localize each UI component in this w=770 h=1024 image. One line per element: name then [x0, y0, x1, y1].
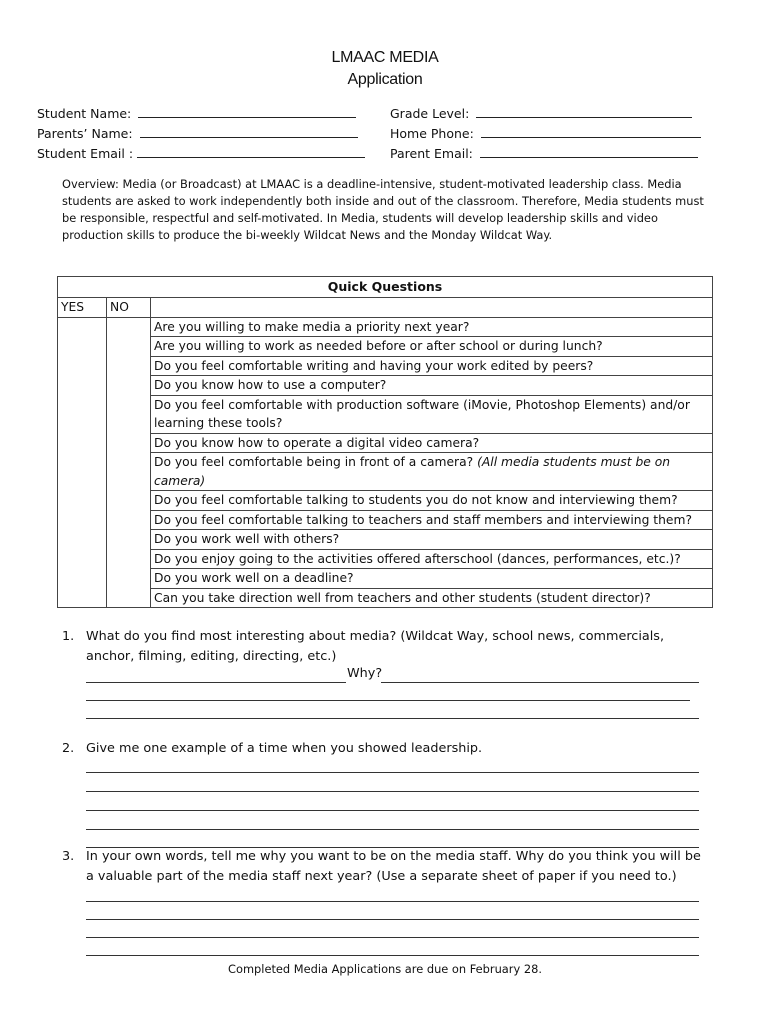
question-cell	[151, 453, 713, 491]
parent-email-label: Parent Email:	[390, 146, 473, 161]
student-email-field[interactable]	[137, 144, 365, 158]
student-name-label: Student Name:	[37, 106, 132, 121]
question-text: In your own words, tell me why you want to be on the media staff. Why do you think you will be a valuable part of the media staff next year? (Use a separate sheet of paper if you need to.)	[86, 849, 701, 884]
question-number: 1.	[62, 629, 75, 644]
parents-name-label: Parents’ Name:	[37, 126, 133, 141]
answer-line[interactable]	[86, 682, 346, 683]
question-3	[62, 847, 762, 887]
table-row	[58, 549, 713, 569]
student-email-row	[37, 144, 365, 163]
question-cell: Do you feel comfortable writing and having your work edited by peers?	[151, 356, 713, 376]
question-cell: Do you work well on a deadline?	[151, 569, 713, 589]
no-column-header: NO	[107, 298, 151, 318]
question-cell: Do you know how to operate a digital video camera?	[151, 433, 713, 453]
grade-level-label: Grade Level:	[390, 106, 470, 121]
grade-level-field[interactable]	[476, 104, 692, 118]
parents-name-field[interactable]	[140, 124, 358, 138]
yes-column-header: YES	[58, 298, 107, 318]
question-cell: Can you take direction well from teachers and other students (student director)?	[151, 588, 713, 608]
student-name-row	[37, 104, 356, 123]
question-number: 2.	[62, 741, 75, 756]
student-email-label: Student Email :	[37, 146, 134, 161]
table-row	[58, 433, 713, 453]
home-phone-row	[390, 124, 701, 143]
table-row	[58, 569, 713, 589]
student-name-field[interactable]	[138, 104, 356, 118]
question-1	[62, 627, 712, 667]
table-row	[58, 337, 713, 357]
grade-level-row	[390, 104, 692, 123]
answer-line[interactable]	[86, 919, 699, 920]
footer-note: Completed Media Applications are due on February 28.	[228, 962, 542, 976]
question-cell: Do you work well with others?	[151, 530, 713, 550]
why-label: Why?	[347, 666, 383, 681]
camera-note: (All media students must be on camera)	[154, 455, 671, 488]
answer-line[interactable]	[86, 772, 699, 773]
table-row	[58, 491, 713, 511]
parent-email-field[interactable]	[480, 144, 698, 158]
table-row	[58, 317, 713, 337]
table-row	[58, 356, 713, 376]
question-cell: Do you know how to use a computer?	[151, 376, 713, 396]
question-number: 3.	[62, 849, 75, 864]
question-column-header	[151, 298, 713, 318]
question-cell: Are you willing to work as needed before or after school or during lunch?	[151, 337, 713, 357]
table-row	[58, 395, 713, 433]
question-text: What do you find most interesting about media? (Wildcat Way, school news, commercials, anchor, filming, editing, directing, etc.)	[86, 629, 665, 664]
table-row	[58, 588, 713, 608]
yes-answer-column[interactable]	[58, 317, 107, 608]
no-answer-column[interactable]	[107, 317, 151, 608]
answer-line[interactable]	[86, 700, 690, 701]
home-phone-label: Home Phone:	[390, 126, 474, 141]
page-subtitle: Application	[347, 71, 423, 88]
table-row	[58, 453, 713, 491]
answer-line[interactable]	[86, 955, 699, 956]
question-cell: Do you feel comfortable with production software (iMovie, Photoshop Elements) and/or learning these tools?	[151, 395, 713, 433]
overview-paragraph: Overview: Media (or Broadcast) at LMAAC is a deadline-intensive, student-motivated leadership class. Media students are asked to work independently both inside and out of the classroom. Therefore, Media students must be responsible, respectful and self-motivated. In Media, students will develop leadership skills and video production skills to produce the bi-weekly Wildcat News and the Monday Wildcat Way.	[62, 177, 704, 242]
question-text: Give me one example of a time when you showed leadership.	[86, 741, 483, 756]
answer-line[interactable]	[86, 791, 699, 792]
question-cell: Do you feel comfortable talking to students you do not know and interviewing them?	[151, 491, 713, 511]
question-text: Do you feel comfortable being in front of a camera?	[154, 455, 474, 469]
answer-line[interactable]	[86, 937, 699, 938]
home-phone-field[interactable]	[481, 124, 701, 138]
answer-line[interactable]	[86, 901, 699, 902]
quick-questions-table	[57, 276, 713, 608]
question-2	[62, 739, 712, 759]
parent-email-row	[390, 144, 698, 163]
question-cell: Are you willing to make media a priority next year?	[151, 317, 713, 337]
parents-name-row	[37, 124, 358, 143]
page-title: LMAAC MEDIA	[331, 49, 439, 66]
answer-line[interactable]	[86, 718, 699, 719]
answer-line[interactable]	[381, 682, 699, 683]
question-cell: Do you feel comfortable talking to teachers and staff members and interviewing them?	[151, 510, 713, 530]
quick-questions-title: Quick Questions	[58, 277, 713, 298]
answer-line[interactable]	[86, 829, 699, 830]
table-row	[58, 376, 713, 396]
answer-line[interactable]	[86, 810, 699, 811]
question-cell: Do you enjoy going to the activities offered afterschool (dances, performances, etc.)?	[151, 549, 713, 569]
table-row	[58, 530, 713, 550]
table-row	[58, 510, 713, 530]
